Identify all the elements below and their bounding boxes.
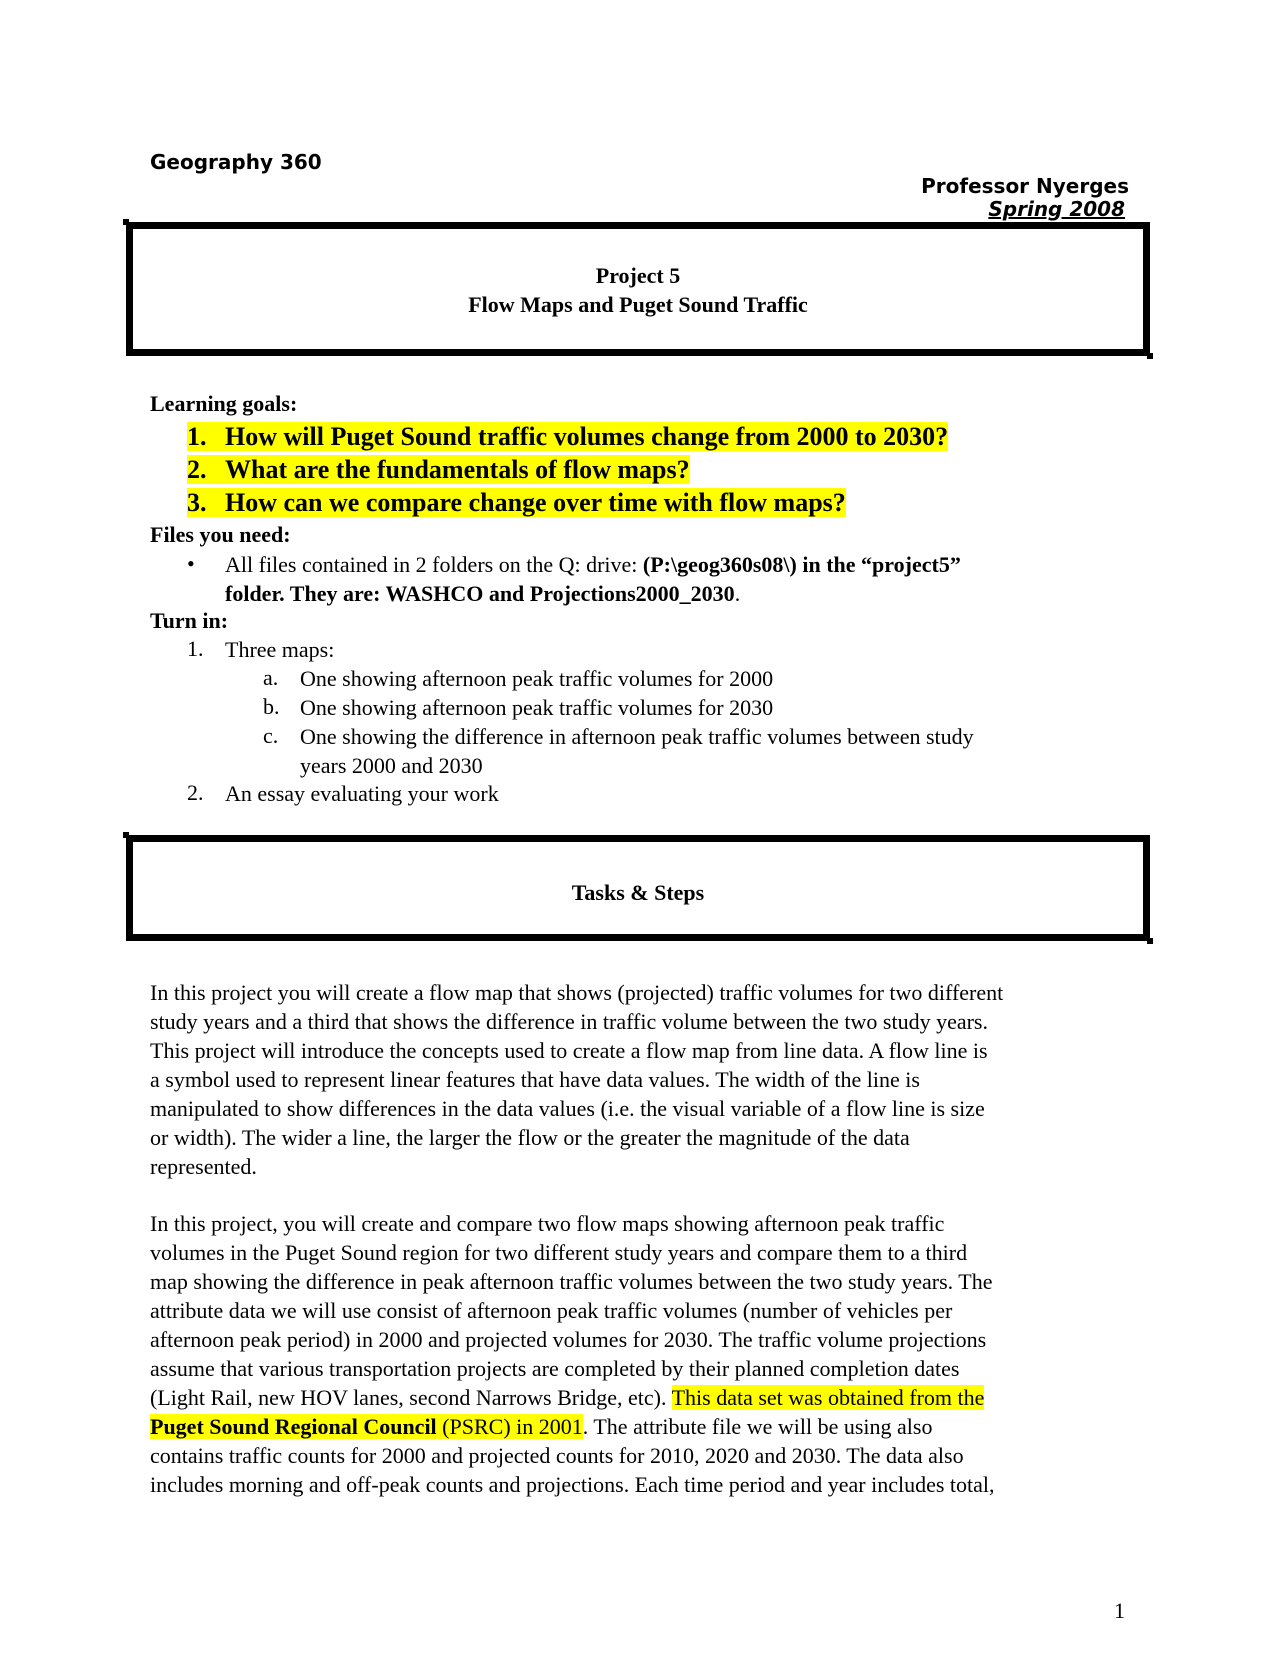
page-number: 1	[1114, 1598, 1125, 1623]
turn-in-sub-c-cont: years 2000 and 2030	[300, 753, 483, 778]
turn-in-num-2: 2.	[187, 780, 204, 805]
psrc-name: Puget Sound Regional Council	[150, 1414, 437, 1439]
files-heading: Files you need:	[150, 522, 291, 547]
paragraph-intro: In this project you will create a flow map that shows (projected) traffic volumes for two different study years and a third that shows the difference in traffic volume between the two study years. This project will introduce the concepts used to create a flow map from line data. A flow line is a symbol used to represent linear features that have data values. The width of the line is manipulated to show differences in the data values (i.e. the visual variable of a flow line is size or width). The wider a line, the larger the flow or the greater the magnitude of the data represented.	[150, 980, 1004, 1179]
course-name: Geography 360	[150, 150, 322, 174]
turn-in-item-1: Three maps:	[225, 637, 335, 662]
turn-in-sub-label-b: b.	[263, 694, 280, 719]
project-title	[133, 261, 1143, 319]
learning-goal-1: 1. How will Puget Sound traffic volumes change from 2000 to 2030?	[187, 422, 949, 451]
files-bullet: •	[187, 551, 195, 576]
files-line-1: All files contained in 2 folders on the Q: drive: (P:\geog360s08\) in the “project5”	[225, 552, 961, 577]
turn-in-sub-b: One showing afternoon peak traffic volumes for 2030	[300, 695, 774, 720]
turn-in-sub-c: One showing the difference in afternoon peak traffic volumes between study	[300, 724, 974, 749]
learning-goal-3: 3. How can we compare change over time with flow maps?	[187, 488, 846, 517]
paragraph-data: In this project, you will create and compare two flow maps showing afternoon peak traffic volumes in the Puget Sound region for two different study years and compare them to a third map showing the difference in peak afternoon traffic volumes between the two study years. The attribute data we will use consist of afternoon peak traffic volumes (number of vehicles per afternoon peak period) in 2000 and projected volumes for 2030. The traffic volume projections assume that various transportation projects are completed by their planned completion dates (Light Rail, new HOV lanes, second Narrows Bridge, etc). This data set was obtained from the Puget Sound Regional Council (PSRC) in 2001. The attribute file we will be using also contains traffic counts for 2000 and projected counts for 2010, 2020 and 2030. The data also includes morning and off-peak counts and projections. Each time period and year includes total,	[150, 1211, 995, 1497]
turn-in-num-1: 1.	[187, 636, 204, 661]
files-line-2: folder. They are: WASHCO and Projections2000_2030.	[225, 581, 741, 606]
turn-in-item-2: An essay evaluating your work	[225, 781, 499, 806]
project-number: Project 5	[595, 263, 681, 288]
highlight-source: This data set was obtained from the	[671, 1385, 985, 1410]
turn-in-sub-label-a: a.	[263, 665, 279, 690]
tasks-box	[126, 835, 1150, 941]
learning-goals-heading: Learning goals:	[150, 391, 298, 416]
turn-in-heading: Turn in:	[150, 608, 229, 633]
turn-in-sub-label-c: c.	[263, 723, 279, 748]
learning-goal-2: 2. What are the fundamentals of flow maps?	[187, 455, 690, 484]
turn-in-sub-a: One showing afternoon peak traffic volumes for 2000	[300, 666, 774, 691]
professor-name: Professor Nyerges	[921, 174, 1129, 198]
title-box	[126, 222, 1150, 356]
tasks-title: Tasks & Steps	[571, 880, 705, 905]
project-subtitle: Flow Maps and Puget Sound Traffic	[468, 292, 808, 317]
term: Spring 2008	[988, 197, 1125, 221]
